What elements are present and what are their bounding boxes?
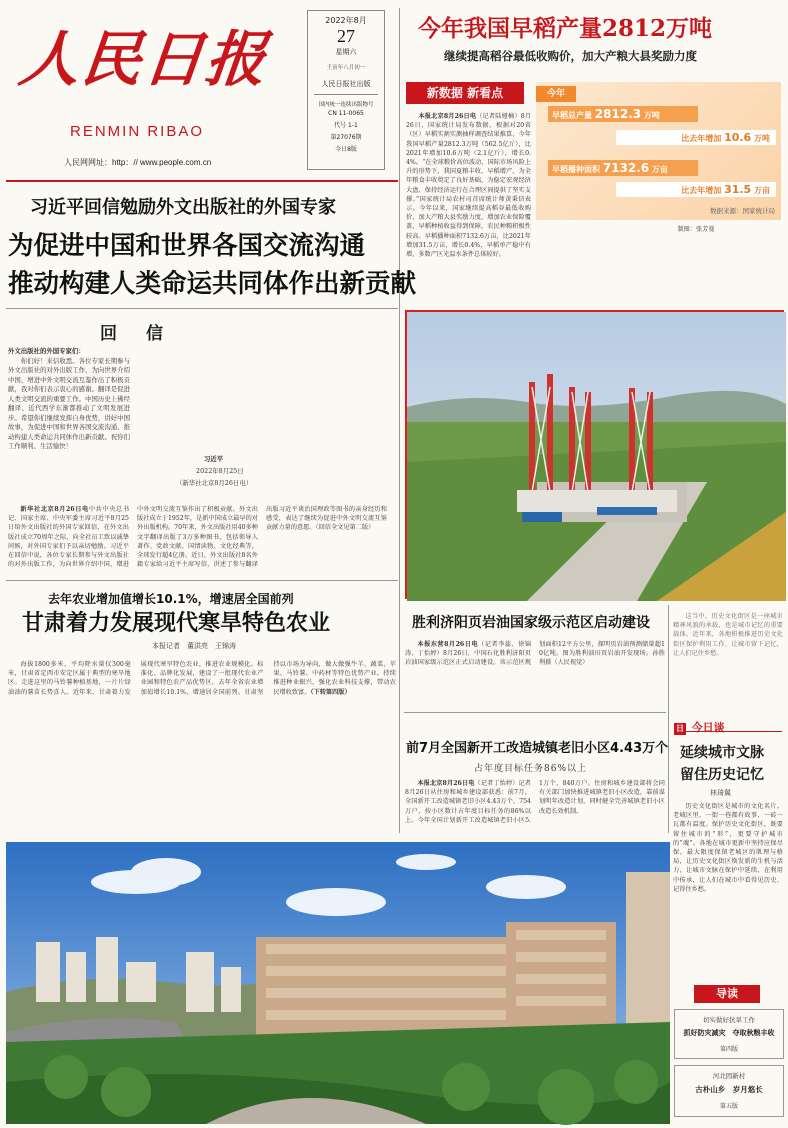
renovation-headline[interactable]: 前7月全国新开工改造城镇老旧小区4.43万个: [406, 741, 669, 756]
guide-item1-kicker: 切实做好抗旱工作: [703, 1016, 755, 1024]
column-intro-text: 这当中，历史文化街区是一座城市精神风貌的承载，也是城市记忆的重要载体。近年来，各地积极推进历史文化街区保护利用工作，让城市留下记忆，让人们记住乡愁。: [673, 613, 783, 657]
letter-source-note: （新华社北京8月26日电）: [176, 479, 253, 487]
masthead: [0, 0, 300, 175]
column-body-text: 历史文化街区是城市的文化名片。老城区里，一街一巷都有故事，一砖一瓦都有温度。保护历史文化街区，既要留住城市的“形”，更要守护城市的“魂”。各地在城市更新中坚持应保尽保，最大限度保留老城区的肌理与格局，让历史文化街区焕发新的生机与活力，让城市文脉在保护中延续、在利用中传承，让人们在城市中看得见历史、记得住乡愁。: [673, 803, 783, 893]
column-author: 林琦翼: [710, 789, 731, 797]
column-intro: [673, 612, 783, 707]
data-badge: 新数据 新看点: [406, 82, 524, 104]
cn-label: 国内统一连续出版物号: [318, 102, 374, 108]
infographic-bar4: [616, 182, 776, 197]
cn-number: CN 11-0065: [328, 110, 364, 117]
lead-news-body: [8, 505, 387, 575]
infographic-value3: 7132.6: [602, 161, 650, 175]
date-day: 27: [337, 26, 355, 46]
divider-vertical-mid: [399, 8, 400, 833]
letter-box: [8, 315, 258, 500]
lead-headline-1[interactable]: 为促进中国和世界各国交流沟通: [8, 231, 366, 261]
infographic-unit1: 万吨: [643, 111, 660, 120]
code: 代号 1-1: [334, 122, 358, 129]
infographic-year: 今年: [536, 86, 576, 102]
infographic: [536, 82, 781, 220]
lead-news-body-col3: [264, 315, 394, 577]
agri-byline: 本报记者 董洪亮 王锦涛: [152, 642, 236, 650]
infographic-bar1: [548, 106, 698, 122]
guide-item1-head: 抓好防灾减灾 夺取秋粮丰收: [683, 1029, 775, 1037]
agri-text: 海拔1800多米，平均降水量仅300毫米，甘肃省定西市安定区属于典型的寒旱地区。走进这里的马铃薯种植基地，一片片绿油油的薯苗长势喜人。近年来，甘肃着力发展现代寒旱特色农业，推进农业规模化、标准化、品牌化发展，建设了一批现代农业产业园和特色农产品优势区，去年全省农业增加值增长10.1%，增速居全国前列。甘肃坚持以市场为导向，做大做强牛羊、蔬菜、苹果、马铃薯、中药材等特色优势产业，持续推进种业振兴，强化农业科技支撑，带动农民增收致富。: [8, 661, 396, 696]
letter-salutation: 外文出版社的外国专家们：: [8, 347, 85, 355]
infographic-bar2: [616, 130, 776, 145]
divider-top: [6, 180, 398, 182]
oil-caption-body: [405, 640, 665, 705]
lead-news-text: 中共中央总书记、国家主席、中央军委主席习近平8月25日给外文出版社的外国专家回信，在外文出版社成立70周年之际，向全社员工致以诚挚问候，对外国专家们予以亲切勉励。习近平在回信中说，各位专家长期参与外文出版社的对外出版工作，为向世界介绍中国、增进中外文明交流互鉴作出了积极贡献。外文出版社成立于1952年，是新中国成立最早的对外出版机构。70年来，外文出版社用40多种文字翻译出版了3万多种图书，包括领导人著作、党政文献、国情读物、文化经典等，全球发行超4亿册。近日，外文出版社8名外籍专家给习近平主席写信，讲述了参与翻译出版习近平谈治国理政等图书的亲身经历和感受，表达了继续为促进中外文明交流互鉴贡献力量的意愿。（回信全文见第二版）: [8, 506, 387, 569]
infographic-label1: 早稻总产量: [552, 111, 592, 120]
weekday: 星期六: [335, 48, 357, 56]
lunar-date: 壬寅年八月初一: [326, 65, 366, 71]
today-talk-label: 今日谈: [691, 721, 725, 734]
guide-item2-kicker: 河北固新村: [712, 1072, 746, 1080]
top-dateline: 本报北京8月26日电: [418, 113, 477, 120]
guide-title: 导读: [694, 985, 760, 1003]
column-headline-2[interactable]: 留住历史记忆: [680, 767, 764, 783]
column-body: [673, 802, 783, 982]
renovation-dateline: 本报北京8月26日电: [417, 780, 475, 787]
masthead-pinyin: RENMIN RIBAO: [70, 123, 205, 140]
infographic-text-right: [665, 225, 783, 285]
renovation-subhead: 占年度目标任务86%以上: [474, 764, 588, 774]
infographic-label2: 比去年增加: [681, 134, 722, 143]
infographic-bar3: [548, 160, 698, 176]
column-headline-1[interactable]: 延续城市文脉: [680, 745, 764, 761]
guide-box: [674, 985, 784, 1123]
agri-kicker: 去年农业增加值增长10.1%，增速居全国前列: [48, 592, 294, 606]
guide-item-1[interactable]: [674, 1009, 784, 1059]
infographic-unit2: 万吨: [754, 134, 770, 143]
renovation-body: [405, 779, 665, 835]
divider-column-vertical: [668, 605, 669, 833]
lead-headline-2[interactable]: 推动构建人类命运共同体作出新贡献: [8, 269, 417, 299]
oil-field-image: [407, 312, 786, 601]
guide-item1-page: 第四版: [719, 1046, 738, 1053]
masthead-title: 人民日报: [15, 25, 272, 95]
website[interactable]: 人民网网址：http：// www.people.com.cn: [64, 158, 212, 167]
letter-text-col2: [134, 347, 258, 497]
renovation-text: （记者丁怡婷）记者8月26日从住房和城乡建设部获悉：前7月，全国新开工改造城镇老旧小区4.43万个、754万户，按小区数计占年度目标任务的86%以上。今年全国计划新开工改造城镇老旧小区5.1万个、840万户。住房和城乡建设部将会同有关部门加快推进城镇老旧小区改造，靠前谋划明年改造计划，同时健全完善城镇老旧小区改造长效机制。: [405, 780, 665, 824]
date-year-month: 2022年8月: [325, 16, 367, 25]
agri-note: （下转第四版）: [310, 688, 351, 696]
guide-item2-page: 第五版: [719, 1103, 738, 1110]
city-photo[interactable]: [6, 842, 670, 1124]
lead-kicker: 习近平回信勉励外文出版社的外国专家: [30, 197, 336, 218]
publisher: 人民日报社出版: [321, 80, 371, 88]
infographic-label3: 早稻播种面积: [552, 165, 600, 174]
infographic-value2: 10.6: [724, 131, 752, 144]
divider-lead: [6, 308, 398, 309]
infographic-unit3: 万亩: [651, 165, 668, 174]
divider-renovation: [404, 712, 666, 713]
oil-field-photo[interactable]: [405, 310, 784, 599]
infographic-value4: 31.5: [724, 183, 752, 196]
letter-body: 你们好！来信收悉。各位专家长期参与外文出版社的对外出版工作，为向世界介绍中国、增进中外文明交流互鉴作出了积极贡献，我对你们表示衷心的感谢。翻译是促进人类文明交流的重要工作。中国历史上佛经翻译、近代西学东渐都推动了文明发展进步。希望你们继续发挥自身优势，讲好中国故事，为促进中国和世界各国交流沟通、推动构建人类命运共同体作出新贡献。祝你们工作顺利、生活愉快！: [8, 356, 130, 450]
top-subhead: 继续提高稻谷最低收购价，加大产粮大县奖励力度: [444, 49, 697, 63]
letter-sign-date: 2022年8月25日: [196, 467, 244, 475]
today-talk-tag: [674, 716, 782, 732]
pages-today: 今日8版: [335, 146, 357, 153]
city-image: [6, 842, 670, 1124]
top-story-body-col2: [406, 225, 660, 295]
letter-text: [8, 347, 130, 497]
agri-headline[interactable]: 甘肃着力发展现代寒旱特色农业: [22, 611, 331, 636]
guide-item2-head: 古朴山乡 岁月悠长: [695, 1085, 763, 1094]
infographic-value1: 2812.3: [594, 107, 642, 121]
oil-caption-text: （记者李蕊、徐锦涛、丁怡婷）8月26日，中国石化胜利济阳页岩油国家级示范区正式启动建设。该示范区规划面积12平方公里，探明页岩油预测储量超10亿吨。图为胜利油田页岩油开发现场。孙胜利摄（人民视觉）: [405, 641, 665, 667]
infographic-unit4: 万亩: [754, 186, 770, 195]
issue-number: 第27076期: [330, 134, 362, 141]
top-headline[interactable]: 今年我国早稻产量2812万吨: [418, 15, 713, 42]
agri-body: [8, 660, 396, 832]
today-talk-icon: 日: [676, 724, 684, 733]
infographic-byline: 制图：张芳曼: [677, 226, 715, 233]
issue-info-box: [307, 10, 385, 170]
letter-title: 回 信: [100, 324, 169, 344]
top-body-text: （记者陆娅楠）8月26日，国家统计局发布数据，根据对20省（区）早稻实割实测抽样调查结果推算，今年我国早稻产量2812.3万吨（562.5亿斤），比2021年增加10.6万吨（2.1亿斤），增长0.4%。“在全球粮价高位波动、国际市场风险上升的形势下，我国夏粮丰收、早稻增产，为全年粮食丰收奠定了良好基础，为稳定宏观经济大盘、保持经济运行在合理区间提供了坚实支撑。”国家统计局农村司首席统计师黄秉信表示。今年以来，国家继续提高稻谷最低收购价，加大产粮大县奖励力度，增加农业保险覆盖，早稻种植收益得到保障，农民种粮积极性较高。早稻播种面积7132.6万亩，比2021年增加31.5万亩，增长0.4%，早稻单产稳中有增，多数产区光温水条件总体较好。: [406, 113, 532, 259]
letter-signature: 习近平: [204, 455, 224, 463]
divider-agri: [6, 580, 398, 581]
infographic-label4: 比去年增加: [681, 186, 722, 195]
oil-caption-head[interactable]: 胜利济阳页岩油国家级示范区启动建设: [412, 615, 650, 631]
oil-dateline: 本报东营8月26日电: [417, 641, 479, 648]
divider: [314, 94, 378, 95]
guide-item-2[interactable]: [674, 1065, 784, 1117]
lead-dateline: 新华社北京8月26日电: [20, 506, 89, 513]
infographic-source: 数据来源：国家统计局: [710, 207, 775, 215]
